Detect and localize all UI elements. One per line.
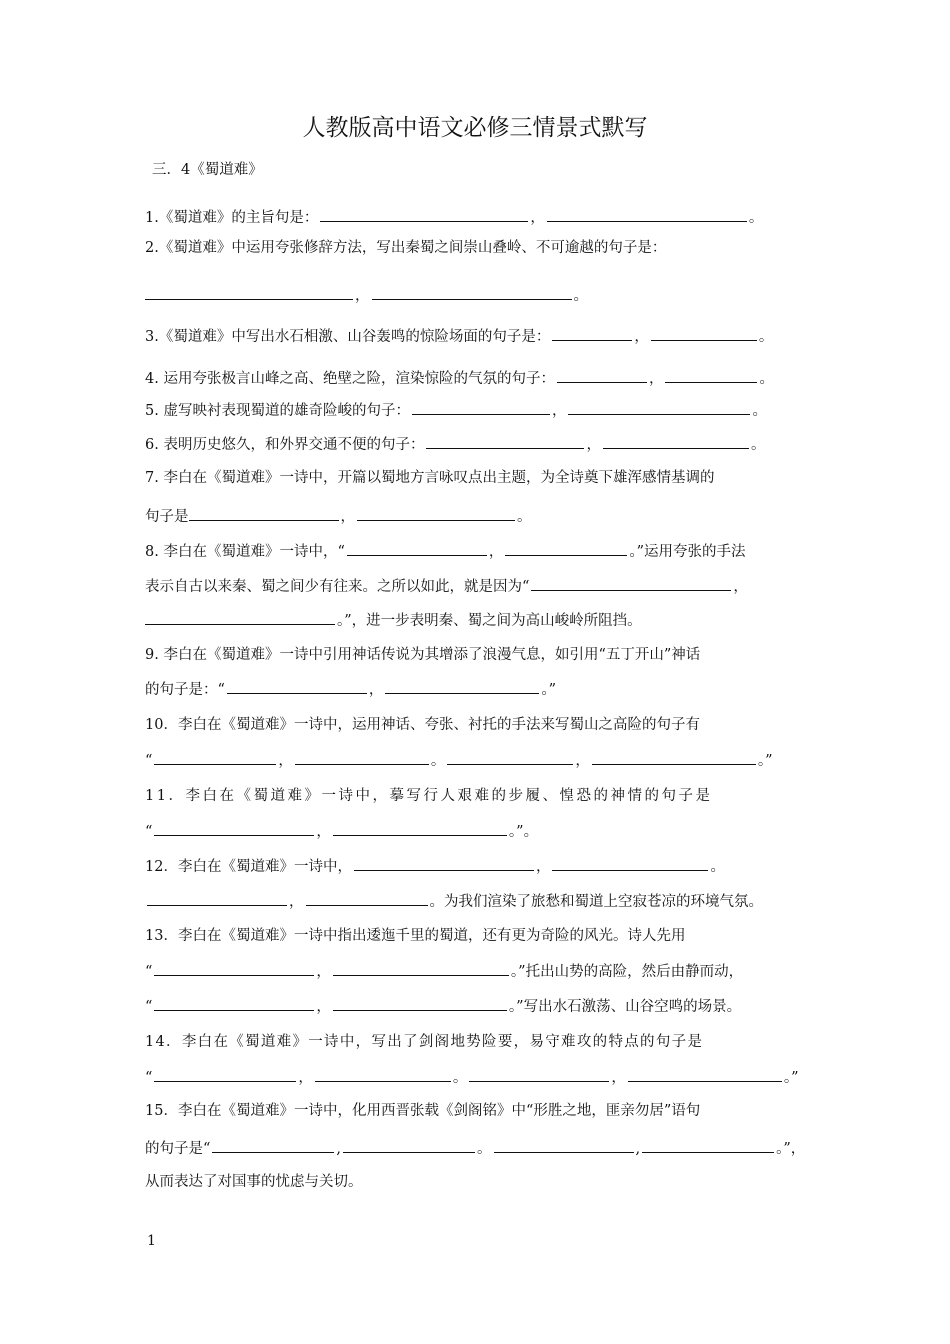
- answer-blank[interactable]: [505, 541, 627, 556]
- punct: 。”。: [508, 824, 539, 840]
- question-2: [145, 238, 666, 258]
- punct: 。”，进一步表明秦、蜀之间为高山峻岭所阻挡。: [337, 613, 642, 629]
- punct: ，: [575, 753, 590, 769]
- answer-blank[interactable]: [154, 821, 314, 836]
- answer-blank[interactable]: [189, 506, 339, 521]
- question-12: [145, 856, 725, 877]
- question-14: [145, 1032, 703, 1052]
- answer-blank[interactable]: [320, 207, 528, 222]
- question-text: 2.《蜀道难》中运用夸张修辞方法，写出秦蜀之间崇山叠岭、不可逾越的句子是：: [145, 240, 667, 256]
- answer-blank[interactable]: [568, 400, 750, 415]
- question-5: [145, 400, 767, 421]
- answer-blank[interactable]: [354, 856, 534, 871]
- punct: 。: [452, 1070, 468, 1086]
- punct: 。: [759, 371, 774, 387]
- question-10-answer: [145, 750, 773, 771]
- punct: 。: [748, 210, 764, 226]
- answer-blank[interactable]: [426, 434, 584, 449]
- question-text: 4. 运用夸张极言山峰之高、绝壁之险，渲染惊险的气氛的句子：: [145, 371, 555, 387]
- question-15-line-3: [145, 1172, 363, 1192]
- answer-blank[interactable]: [531, 576, 731, 591]
- punct: ，: [355, 288, 370, 304]
- punct: ，: [586, 437, 601, 453]
- punct: 。”: [541, 682, 557, 698]
- question-11: [145, 786, 712, 806]
- punct: 。: [752, 403, 767, 419]
- answer-blank[interactable]: [447, 750, 573, 765]
- question-13-line-3: [145, 996, 741, 1017]
- answer-blank[interactable]: [145, 285, 353, 300]
- punct: 。: [750, 437, 766, 453]
- question-text: “: [145, 999, 153, 1015]
- punct: ，: [368, 682, 384, 698]
- question-text: 3.《蜀道难》中写出水石相激、山谷轰鸣的惊险场面的句子是：: [145, 329, 551, 345]
- question-text: 7. 李白在《蜀道难》一诗中，开篇以蜀地方言咏叹点出主题，为全诗奠下雄浑感情基调的: [145, 470, 715, 486]
- answer-blank[interactable]: [557, 368, 647, 383]
- answer-blank[interactable]: [603, 434, 749, 449]
- answer-blank[interactable]: [154, 1067, 296, 1082]
- answer-blank[interactable]: [469, 1067, 609, 1082]
- punct: ，: [611, 1070, 626, 1086]
- punct: ，: [289, 894, 304, 910]
- answer-blank[interactable]: [357, 506, 515, 521]
- answer-blank[interactable]: [333, 961, 509, 976]
- question-text: 12．李白在《蜀道难》一诗中，: [145, 859, 352, 875]
- answer-blank[interactable]: [642, 1138, 774, 1153]
- question-8: [145, 541, 746, 562]
- question-9: [145, 645, 700, 665]
- question-4: [145, 368, 774, 389]
- answer-blank[interactable]: [347, 541, 487, 556]
- answer-blank[interactable]: [343, 1138, 475, 1153]
- section-heading: 三．4《蜀道难》: [152, 162, 263, 178]
- question-9-answer: [145, 679, 556, 700]
- question-7: [145, 468, 714, 488]
- question-3: [145, 326, 773, 347]
- question-text: 10．李白在《蜀道难》一诗中，运用神话、夸张、衬托的手法来写蜀山之高险的句子有: [145, 717, 700, 733]
- punct: ，: [733, 579, 748, 595]
- question-8-line-2: [145, 576, 748, 597]
- punct: 。: [573, 288, 588, 304]
- punct: ，: [298, 1070, 313, 1086]
- answer-blank[interactable]: [147, 891, 287, 906]
- question-15: [145, 1101, 700, 1121]
- question-text: 9. 李白在《蜀道难》一诗中引用神话传说为其增添了浪漫气息，如引用“五丁开山”神话: [145, 647, 701, 663]
- punct: ，: [530, 210, 545, 226]
- question-text: 11．李白在《蜀道难》一诗中，摹写行人艰难的步履、惶恐的神情的句子是: [145, 788, 713, 804]
- question-2-answer: [145, 285, 588, 306]
- punct: ,: [336, 1141, 342, 1157]
- answer-blank[interactable]: [552, 856, 708, 871]
- answer-blank[interactable]: [154, 961, 314, 976]
- answer-blank[interactable]: [315, 1067, 451, 1082]
- answer-blank[interactable]: [154, 750, 276, 765]
- answer-blank[interactable]: [547, 207, 747, 222]
- answer-blank[interactable]: [145, 610, 335, 625]
- punct: 。”运用夸张的手法: [629, 544, 746, 560]
- punct: ，: [316, 999, 331, 1015]
- question-text: 14．李白在《蜀道难》一诗中，写出了剑阁地势险要，易守难攻的特点的句子是: [145, 1034, 704, 1050]
- question-text: 5. 虚写映衬表现蜀道的雄奇险峻的句子：: [145, 403, 410, 419]
- punct: 。”，: [776, 1141, 806, 1157]
- answer-blank[interactable]: [651, 326, 757, 341]
- punct: ，: [488, 544, 504, 560]
- question-10: [145, 715, 700, 735]
- punct: ，: [316, 964, 331, 980]
- punct: ，: [634, 329, 649, 345]
- punct: ，: [340, 509, 355, 525]
- question-15-answer: [145, 1138, 805, 1159]
- punct: 。: [710, 859, 725, 875]
- answer-blank[interactable]: [412, 400, 550, 415]
- punct: ，: [278, 753, 293, 769]
- punct: ，: [535, 859, 551, 875]
- question-7-answer: [145, 506, 532, 527]
- punct: 。: [517, 509, 532, 525]
- question-text: 句子是: [145, 509, 189, 525]
- punct: ，: [551, 403, 567, 419]
- answer-blank[interactable]: [154, 996, 314, 1011]
- question-13: [145, 926, 685, 946]
- question-text: 8. 李白在《蜀道难》一诗中，“: [145, 544, 345, 560]
- question-1: [145, 207, 763, 228]
- question-text: 从而表达了对国事的忧虑与关切。: [145, 1174, 363, 1190]
- answer-blank[interactable]: [333, 821, 507, 836]
- question-13-line-2: [145, 961, 743, 982]
- question-text: “: [145, 964, 153, 980]
- answer-blank[interactable]: [227, 679, 367, 694]
- punct: 。: [477, 1141, 492, 1157]
- question-text: 的句子是“: [145, 1141, 211, 1157]
- punct: 。”托出山势的高险，然后由静而动，: [510, 964, 744, 980]
- answer-blank[interactable]: [665, 368, 757, 383]
- page-title: 人教版高中语文必修三情景式默写: [302, 115, 648, 141]
- answer-blank[interactable]: [628, 1067, 782, 1082]
- question-11-answer: [145, 821, 538, 842]
- answer-blank[interactable]: [385, 679, 539, 694]
- punct: ，: [316, 824, 331, 840]
- answer-blank[interactable]: [306, 891, 428, 906]
- question-text: 表示自古以来秦、蜀之间少有往来。之所以如此，就是因为“: [145, 579, 530, 595]
- question-8-line-3: [145, 610, 642, 631]
- answer-blank[interactable]: [552, 326, 632, 341]
- answer-blank[interactable]: [333, 996, 507, 1011]
- question-14-answer: [145, 1067, 799, 1088]
- punct: 。: [430, 753, 446, 769]
- question-6: [145, 434, 765, 455]
- punct: 。为我们渲染了旅愁和蜀道上空寂苍凉的环境气氛。: [429, 894, 763, 910]
- punct: 。”: [757, 753, 773, 769]
- answer-blank[interactable]: [372, 285, 572, 300]
- punct: 。: [758, 329, 774, 345]
- answer-blank[interactable]: [295, 750, 429, 765]
- page-number: 1: [147, 1233, 156, 1249]
- question-text: 6. 表明历史悠久，和外界交通不便的句子：: [145, 437, 425, 453]
- question-12-line-2: [145, 891, 763, 912]
- punct: ,: [635, 1141, 641, 1157]
- question-text: 1.《蜀道难》的主旨句是：: [145, 210, 319, 226]
- question-text: 的句子是：“: [145, 682, 225, 698]
- punct: 。”写出水石激荡、山谷空鸣的场景。: [508, 999, 742, 1015]
- question-text: 15．李白在《蜀道难》一诗中，化用西晋张载《剑阁铭》中“形胜之地，匪亲勿居”语句: [145, 1103, 701, 1119]
- question-text: 13．李白在《蜀道难》一诗中指出逶迤千里的蜀道，还有更为奇险的风光。诗人先用: [145, 928, 686, 944]
- question-text: “: [145, 1070, 153, 1086]
- question-text: “: [145, 753, 153, 769]
- answer-blank[interactable]: [212, 1138, 334, 1153]
- punct: ，: [648, 371, 664, 387]
- answer-blank[interactable]: [494, 1138, 634, 1153]
- question-text: “: [145, 824, 153, 840]
- punct: 。”: [783, 1070, 799, 1086]
- answer-blank[interactable]: [592, 750, 756, 765]
